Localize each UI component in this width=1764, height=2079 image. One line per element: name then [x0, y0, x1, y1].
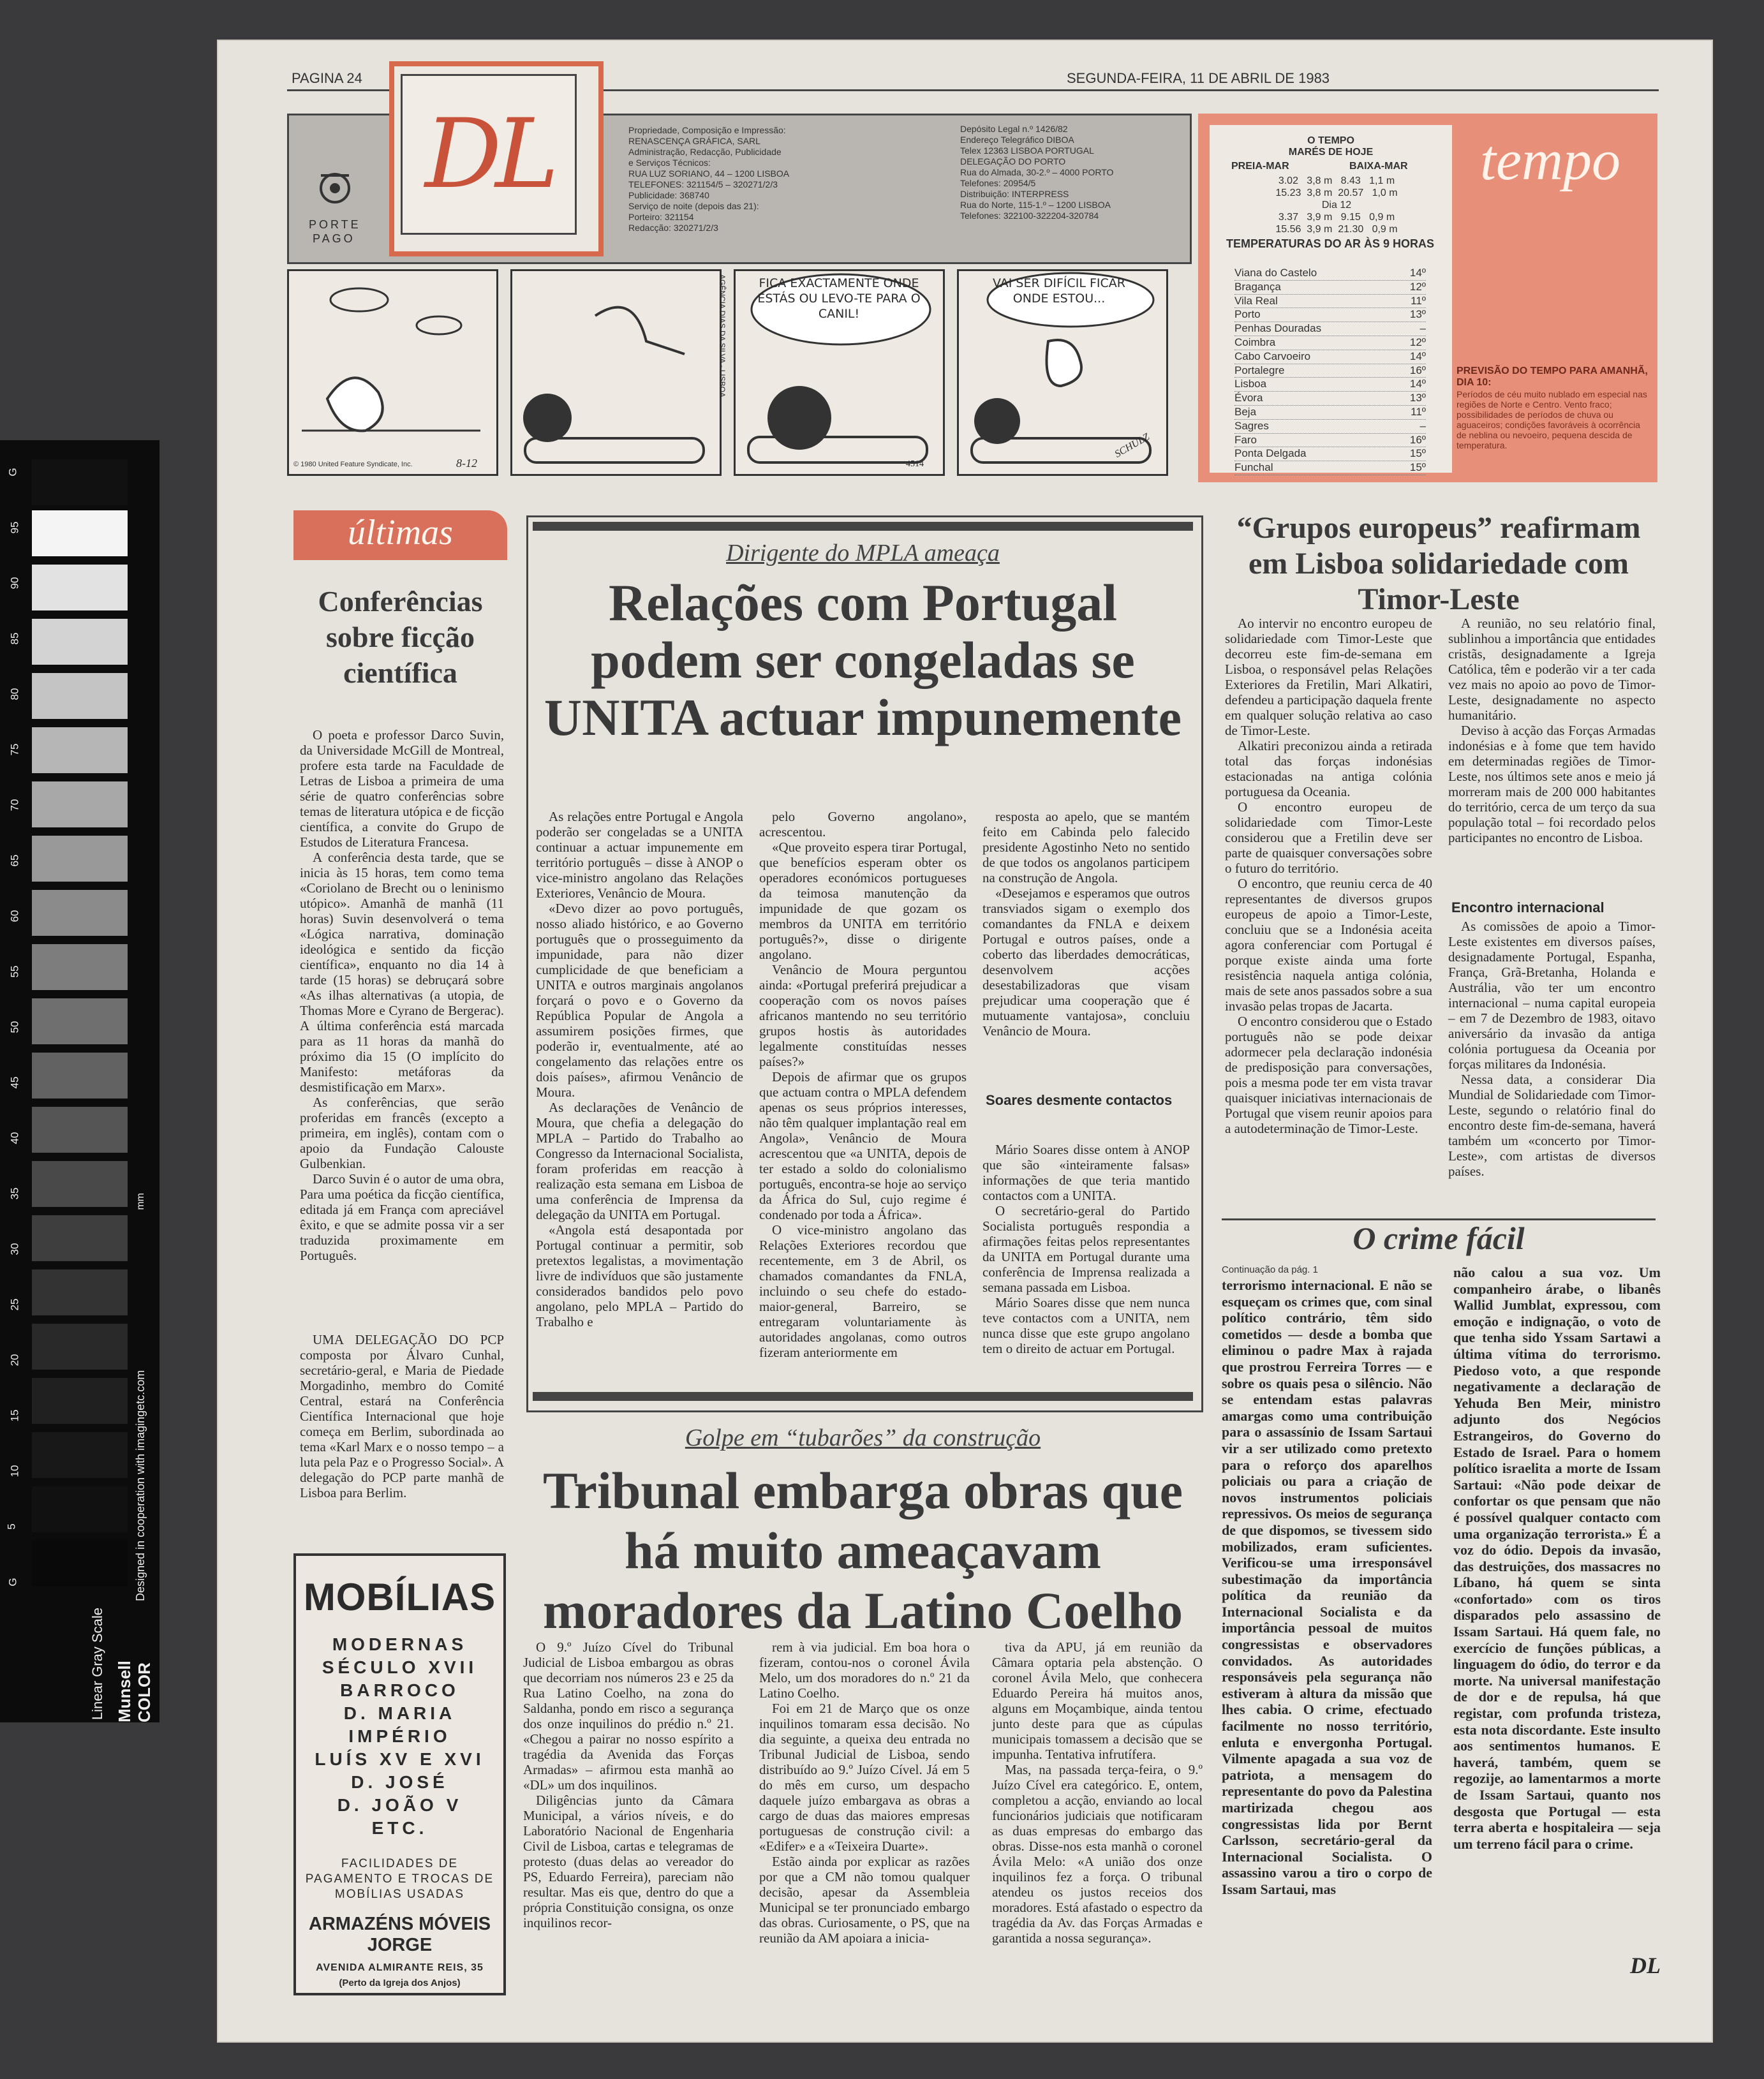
- ultimas-headline: Conferências sobre ficção científica: [318, 585, 483, 689]
- paragraph: pelo Governo angolano», acrescentou.: [759, 809, 967, 840]
- paragraph: O encontro considerou que o Estado português não se pode deixar adormecer pela declaração indonésia de predisposição para conversações, pois a mesma pode ter em vista travar quaisquer iniciativas internacionais de Portugal que visem reunir apoios para a autodeterminação de Timor-Leste.: [1225, 1014, 1433, 1136]
- city-temp-row: [1234, 364, 1426, 378]
- scale-label: 70: [8, 799, 21, 811]
- scale-unit: mm: [135, 1193, 146, 1210]
- city-temp-row: [1234, 447, 1426, 461]
- gray-scale-strip: [0, 440, 159, 1722]
- city-name: Évora: [1234, 392, 1263, 404]
- scale-patch: [32, 944, 128, 990]
- comic-agency: AGÊNCIA DIAS DA SILVA - LISBOA: [718, 274, 727, 397]
- paragraph: «Angola está desapontada por Portugal continuar a permitir, sob pretextos legalistas, a movimentação livre de indivíduos que são justamente considerados bandidos pelo povo angolano, pelo MPLA – Partido do Trabalho e: [536, 1222, 743, 1329]
- city-temp: 14º: [1409, 267, 1426, 279]
- city-name: Funchal: [1234, 461, 1273, 474]
- city-name: Coimbra: [1234, 336, 1276, 348]
- ad-facilities: FACILIDADES DE PAGAMENTO E TROCAS DE MOBÍLIAS USADAS: [305, 1857, 494, 1901]
- paragraph: O secretário-geral do Partido Socialista português respondia a afirmações feitas pelos representantes da UNITA em Portugal durante uma conferência de Imprensa realizada a semana passada em Lisboa.: [982, 1203, 1190, 1295]
- timor-column-2b: [1448, 919, 1656, 1179]
- city-temp-row: [1234, 267, 1426, 281]
- scale-patch: [32, 890, 128, 936]
- distribution-info-line: Depósito Legal n.º 1426/82: [960, 124, 1068, 134]
- publisher-info-line: RUA LUZ SORIANO, 44 – 1200 LISBOA: [628, 168, 790, 179]
- publisher-info-line: Serviço de noite (depois das 21):: [628, 201, 759, 211]
- baixa-label: BAIXA-MAR: [1349, 161, 1408, 172]
- paragraph: As relações entre Portugal e Angola poderão ser congeladas se a UNITA continuar a actuar impunemente em território português – disse à ANOP o vice-ministro angolano das Relações Exteriores, Venâncio de Moura.: [536, 809, 743, 901]
- city-name: Portalegre: [1234, 364, 1285, 376]
- paragraph: As comissões de apoio a Timor-Leste existentes em diversos países, designadamente Portugal, Espanha, França, Grã-Bretanha, Holanda e Austrália, vão ter um encontro internacional – numa capital europeia – em 7 de Dezembro de 1983, oitavo aniversário da invasão da antiga colónia portuguesa da Oceania por forças militares da Indonésia.: [1448, 919, 1656, 1072]
- scale-patch: [32, 781, 128, 827]
- city-temp: 15º: [1409, 447, 1426, 460]
- comic-date: 8-12: [456, 457, 477, 470]
- city-temp: 14º: [1409, 378, 1426, 390]
- scale-label: 5: [5, 1523, 18, 1530]
- cities-list: [1234, 267, 1426, 475]
- scale-label: 25: [8, 1298, 21, 1311]
- paragraph: O vice-ministro angolano das Relações Exteriores recordou que recentemente, em 3 de Abril, os chamados comandantes da FNLA, incluindo o seu chefe do estado-maior-general, Barreiro, se entregaram voluntariamente às autoridades angolanas, como outros fizeram anteriormente em: [759, 1222, 967, 1360]
- scale-patch: [32, 510, 128, 556]
- city-temp: 11º: [1411, 405, 1426, 418]
- paragraph: As declarações de Venâncio de Moura, que chefia a delegação do MPLA – Partido do Trabalho ao Congresso da Internacional Socialista, foram proferidas em reacção à realização esta semana em Lisboa de uma conferência de Imprensa da delegação da UNITA em Portugal.: [536, 1100, 743, 1222]
- crime-column-1: terrorismo internacional. E não se esqueçam os crimes que, com sinal político contrário, têm sido cometidos — desde a bomba que eliminou o padre Max à rajada que prostrou Ferreira Torres — e sobre os quais pesa o silêncio. Não se entendam estas palavras amargas como uma contribuição para o assassínio de Issam Sartaui vir a ser utilizado como pretexto para o reforço dos aparelhos policiais ou para a criação de novos instrumentos policiais repressivos. Os meios de segurança de que dispomos, se tivessem sido mobilizados, eram suficientes. Verificou-se uma irresponsável subestimação da importância política da reunião da Internacional Socialista e da importância pessoal de muitos congressistas e observadores convidados. As autoridades responsáveis pela segurança não estiveram à altura da missão que lhes cabia. O crime, efectuado facilmente no nosso território, enluta e envergonha Portugal. Vilmente apagada a sua voz de patriota, a mensagem do representante do povo da Palestina martirizada chegou aos congressistas lida por Bernt Carlsson, secretário-geral da Internacional Socialista. O assassino varou a tiro o corpo de Issam Sartaui, mas: [1222, 1277, 1432, 1897]
- scale-patch: [32, 1161, 128, 1207]
- ad-style-item: D. JOÃO V: [337, 1795, 463, 1815]
- city-temp-row: [1234, 392, 1426, 406]
- scale-patch: [32, 1107, 128, 1153]
- paragraph: Venâncio de Moura perguntou ainda: «Portugal preferirá prejudicar a cooperação com os novos países africanos mantendo no seu território grupos hostis às autoridades legalmente constituídas nesses países?»: [759, 962, 967, 1069]
- publisher-info: [628, 125, 928, 233]
- paragraph: Nessa data, a considerar Dia Mundial de Solidariedade com Timor-Leste, segundo o relatório final do encontro deste fim-de-semana, haverá também um «concerto por Timor-Leste», com artistas de diversos países.: [1448, 1072, 1656, 1179]
- city-temp: 11º: [1411, 294, 1426, 307]
- timor-column-1: [1225, 616, 1432, 1136]
- city-temp: 16º: [1409, 433, 1426, 446]
- distribution-info-line: Telefones: 20954/5: [960, 178, 1036, 188]
- publisher-info-line: Porteiro: 321154: [628, 212, 694, 222]
- scale-patch: [32, 1269, 128, 1315]
- city-temp: –: [1419, 322, 1426, 335]
- scale-label: 50: [8, 1021, 21, 1033]
- city-temp-row: [1234, 322, 1426, 336]
- distribution-info-line: Distribuição: INTERPRESS: [960, 189, 1069, 199]
- paragraph: Darco Suvin é o autor de uma obra, Para uma poética da ficção científica, editada já em França com apreciável êxito, e que se admite possa vir a ser traduzida proximamente em Português.: [300, 1171, 504, 1263]
- tribunal-column-3: [992, 1639, 1203, 1946]
- city-temp: 15º: [1409, 461, 1426, 474]
- speech-bubble-2: VAI SER DIFÍCIL FICAR ONDE ESTOU...: [993, 276, 1125, 306]
- scale-label: 45: [8, 1076, 21, 1089]
- paragraph: Mário Soares disse que nem nunca teve contactos com a UNITA, nem nunca disse que este grupo angolano tem o direito de actuar em Portugal.: [982, 1295, 1190, 1356]
- scale-name: Linear Gray Scale: [89, 1608, 105, 1720]
- snoopy-icon: [289, 271, 496, 474]
- tide-row: 3.37 3,9 m 9.15 0,9 m: [1278, 212, 1395, 223]
- city-temp-row: [1234, 281, 1426, 295]
- scale-patch: [32, 1541, 128, 1587]
- paragraph: Estão ainda por explicar as razões por que a CM não tomou qualquer decisão, apesar da Assembleia Municipal se ter pronunciado embargo das obras. Curiosamente, o PS, que na reunião da AM apoiara a inicia-: [759, 1854, 970, 1946]
- paragraph: Mário Soares disse ontem à ANOP que são «inteiramente falsas» informações de que teria mantido contactos com a UNITA.: [982, 1142, 1190, 1203]
- scale-patch: [32, 619, 128, 665]
- publisher-info-line: Propriedade, Composição e Impressão:: [628, 125, 786, 135]
- city-temp: –: [1419, 419, 1426, 432]
- city-name: Faro: [1234, 433, 1257, 446]
- city-temp-row: [1234, 406, 1426, 420]
- forecast-text: Períodos de céu muito nublado em especial nas regiões de Norte e Centro. Vento fraco; possibilidades de períodos de chuva ou aguaceiros; condições favoráveis à ocorrência de neblina ou nevoeiro, pequena descida de temperatura.: [1456, 389, 1647, 450]
- mpla-column-3b: [982, 1142, 1190, 1356]
- city-temp-row: [1234, 295, 1426, 309]
- city-temp-row: [1234, 350, 1426, 364]
- ad-style-item: LUÍS XV E XVI: [315, 1749, 485, 1769]
- ad-style-item: BARROCO: [340, 1680, 459, 1700]
- city-temp: 16º: [1409, 364, 1426, 376]
- emblem-icon: [313, 166, 357, 211]
- publisher-info-line: TELEFONES: 321154/5 – 320271/2/3: [628, 179, 778, 189]
- page-number: PAGINA 24: [292, 70, 362, 86]
- scale-label: 30: [8, 1243, 21, 1255]
- city-name: Lisboa: [1234, 378, 1267, 390]
- city-temp: 12º: [1409, 336, 1426, 348]
- scale-patch: [32, 1486, 128, 1532]
- scale-credit: Designed in cooperation with imagingetc.com: [134, 1370, 147, 1601]
- city-temp-row: [1234, 461, 1426, 475]
- crime-headline: O crime fácil: [1353, 1220, 1525, 1256]
- tide-row: 15.23 3,8 m 20.57 1,0 m: [1275, 188, 1398, 198]
- city-name: Viana do Castelo: [1234, 267, 1317, 279]
- scale-brand: Munsell COLOR: [115, 1661, 154, 1722]
- paragraph: O encontro europeu de solidariedade com Timor-Leste considerou que a Fretilin deve ser parte de quaisquer conversações sobre o futuro do território.: [1225, 799, 1432, 876]
- scale-label: G: [6, 468, 19, 477]
- scale-label: 40: [8, 1132, 21, 1144]
- mpla-top-bar: [533, 522, 1193, 531]
- city-name: Sagres: [1234, 419, 1269, 432]
- city-temp-row: [1234, 378, 1426, 392]
- paragraph: resposta ao apelo, que se mantém feito em Cabinda pelo falecido presidente Agostinho Neto no sentido de que todos os angolanos participem na construção de Angola.: [982, 809, 1190, 885]
- ad-style-list: [296, 1633, 503, 1840]
- scale-label: 35: [8, 1187, 21, 1200]
- distribution-info-line: Telefones: 322100-322204-320784: [960, 211, 1099, 221]
- scale-label: 10: [8, 1465, 21, 1477]
- furniture-ad: [293, 1553, 506, 1995]
- paragraph: Alkatiri preconizou ainda a retirada total das forças indonésias estacionadas na antiga colónia portuguesa da Oceania.: [1225, 738, 1432, 799]
- distribution-info-line: Telex 12363 LISBOA PORTUGAL: [960, 145, 1094, 156]
- scale-patch: [32, 998, 128, 1044]
- paragraph: «Devo dizer ao povo português, nosso aliado histórico, e ao Governo português que o prosseguimento da impunidade, para não dizer cumplicidade de que beneficiam a UNITA e outros marginais angolanos forçará o povo e o Governo da República Popular de Angola a assumirem posições firmes, que poderão ir, eventualmente, até ao congelamento das relações entre os dois países», afirmou Venâncio de Moura.: [536, 901, 743, 1100]
- ultimas-banner: últimas: [293, 510, 507, 560]
- scale-patch: [32, 1215, 128, 1261]
- paragraph: Diligências junto da Câmara Municipal, a vários níveis, e do Laboratório Nacional de Engenharia Civil de Lisboa, cartas e telegramas de protesto (duas delas ao vereador do PS, Eduardo Ferreira), pareciam não resultar. Mas eis que, dentro do que a própria Constituição consigna, os onze inquilinos recor-: [523, 1793, 734, 1930]
- scale-label: 95: [8, 521, 21, 534]
- distribution-info-line: DELEGAÇÃO DO PORTO: [960, 156, 1066, 166]
- tribunal-column-1: [523, 1639, 734, 1930]
- timor-headline: “Grupos europeus” reafirmam em Lisboa solidariedade com Timor-Leste: [1236, 511, 1641, 616]
- paragraph: Ao intervir no encontro europeu de solidariedade com Timor-Leste que decorreu este fim-de-semana em Lisboa, o responsável pelas Relações Exteriores da Fretilin, Mari Alkatiri, defendeu a participação daquela frente em qualquer solução relativa ao caso de Timor-Leste.: [1225, 616, 1432, 738]
- ad-address: AVENIDA ALMIRANTE REIS, 35: [316, 1962, 484, 1973]
- mpla-kicker: Dirigente do MPLA ameaça: [726, 540, 1000, 566]
- tide-row: 3.02 3,8 m 8.43 1,1 m: [1278, 175, 1395, 186]
- tides-list: [1234, 175, 1439, 235]
- scale-patch: [32, 1324, 128, 1370]
- distribution-info-line: Endereço Telegráfico DIBOA: [960, 135, 1074, 145]
- tide-row: 15.56 3,9 m 21.30 0,9 m: [1275, 224, 1398, 235]
- ad-style-item: SÉCULO XVII: [322, 1657, 478, 1677]
- scale-patch: [32, 1053, 128, 1099]
- scale-label: 85: [8, 632, 21, 645]
- timor-column-2: [1448, 616, 1656, 845]
- paragraph: «Que proveito espera tirar Portugal, que benefícios esperam obter os operadores económicos portugueses da teimosa manutenção da impunidade de que gozam os membros da UNITA em território português?», disse o dirigente angolano.: [759, 840, 967, 962]
- crime-column-2: não calou a sua voz. Um companheiro árabe, o libanês Wallid Jumblat, expressou, com emoção e indignação, o voto de que tenha sido Yssam Sartawi a última vítima do terrorismo. Piedoso voto, a que responde negativamente a declaração de Yehuda Ben Meir, ministro adjunto dos Negócios Estrangeiros, do Governo do Estado de Israel. Para o homem político israelita a morte de Issam Sartaui: «Não pode deixar de confortar os que pensam que não é possível qualquer contacto com uma organização terrorista.» É a voz do ódio. Depois da invasão, das destruições, dos massacres no Líbano, há quem se sinta «confortado» com os tiros disparados pelo assassino de Issam Sartaui. Há quem fale, no exercício de funções públicas, a linguagem do ódio, do terror e da morte. Na universal manifestação de dor e de repulsa, há que registar, com profunda tristeza, esta nota discordante. Este insulto aos sentimentos humanos. E haverá, também, quem se regozije, ao lamentarmos a morte de Issam Sartaui, quanto nos desgosta que Portugal — esta terra aberta e hospitaleira — seja um terreno fácil para o crime.: [1453, 1264, 1661, 1852]
- ad-style-item: D. MARIA: [343, 1703, 456, 1723]
- timor-subhead: Encontro internacional: [1451, 899, 1605, 915]
- city-name: Beja: [1234, 405, 1257, 418]
- paragraph: Mas, na passada terça-feira, o 9.º Juízo Cível era categórico. E, ontem, completou a acção, enviando ao local funcionários judiciais que notificaram as duas empresas do embargo das obras. Disse-nos esta manhã o coronel Ávila Melo: «A união dos onze inquilinos fez a força. O tribunal atendeu os justos receios dos moradores. Está afastado o espectro da tragédia da Av. das Forças Armadas e garantida a nossa segurança».: [992, 1762, 1203, 1946]
- tribunal-column-2: [759, 1639, 970, 1946]
- pago-label: PAGO: [313, 232, 355, 245]
- scale-label: G: [6, 1578, 19, 1587]
- tides-title: MARÉS DE HOJE: [1288, 147, 1374, 158]
- city-name: Vila Real: [1234, 294, 1278, 307]
- porte-label: PORTE: [309, 218, 361, 231]
- comic-code: 4514: [906, 459, 924, 469]
- city-temp-row: [1234, 420, 1426, 434]
- preia-label: PREIA-MAR: [1231, 161, 1289, 172]
- city-temp: 12º: [1409, 280, 1426, 293]
- paragraph: A conferência desta tarde, que se inicia às 15 horas, tem como tema «Coriolano de Brecht ou o leninismo utópico». Amanhã de manhã (11 horas) Suvin desenvolverá o tema «Lógica narrativa, dominação ideológica e sentido da ficção científica», enquanto no dia 14 à tarde (15 horas) se debruçará sobre «As ilhas alternativas (a utopia, de Thomas More e Cyrano de Bergerac). A última conferência está marcada para as 11 horas da manhã do próximo dia 15 (O implícito do Manifesto: metáforas da desmistificação em Marx».: [300, 850, 504, 1095]
- paragraph: As conferências, que serão proferidas em francês (excepto a primeira, em inglês), contam com o apoio da Fundação Calouste Gulbenkian.: [300, 1095, 504, 1171]
- speech-bubble-1: FICA EXACTAMENTE ONDE ESTÁS OU LEVO-TE PARA O CANIL!: [757, 276, 921, 321]
- city-name: Porto: [1234, 308, 1261, 321]
- city-temp-row: [1234, 336, 1426, 350]
- distribution-info-line: Rua do Norte, 115-1.º – 1200 LISBOA: [960, 200, 1111, 210]
- forecast-title: PREVISÃO DO TEMPO PARA AMANHÃ, DIA 10:: [1456, 366, 1648, 388]
- pcp-note: UMA DELEGAÇÃO DO PCP composta por Álvaro Cunhal, secretário-geral, e Maria de Piedade Morgadinho, membro do Comité Central, estará na Conferência Científica Internacional que hoje começa em Berlim, subordinada ao tema «Karl Marx e o nosso tempo – a luta pela Paz e o Progresso Social». A delegação do PCP parte manhã de Lisboa para Berlim.: [300, 1332, 504, 1500]
- ultimas-body: [300, 727, 504, 1263]
- scale-label: 55: [8, 965, 21, 978]
- publisher-info-line: Redacção: 320271/2/3: [628, 223, 718, 233]
- scale-labels: [5, 466, 28, 1588]
- mpla-bottom-bar: [533, 1392, 1193, 1401]
- scale-label: 15: [8, 1409, 21, 1422]
- scale-label: 80: [8, 688, 21, 700]
- weather-box-title: O TEMPO: [1307, 135, 1354, 146]
- paragraph: A reunião, no seu relatório final, sublinhou a importância que entidades cristãs, designadamente a Igreja Católica, têm e poderão vir a ter cada vez mais no apoio ao povo de Timor-Leste, designadamente no aspecto humanitário.: [1448, 616, 1656, 723]
- city-temp-row: [1234, 308, 1426, 322]
- paragraph: Depois de afirmar que os grupos que actuam contra o MPLA defendem apenas os seus próprios interesses, não têm qualquer implantação real em Angola», Venâncio de Moura acrescentou que «a UNITA, depois de ter estado a soldo do colonialismo português, encontra-se hoje ao serviço da África do Sul, cujo regime é condenado por toda a África».: [759, 1069, 967, 1222]
- tide-row: Dia 12: [1321, 200, 1352, 211]
- city-temp-row: [1234, 434, 1426, 448]
- mpla-subhead: Soares desmente contactos: [986, 1092, 1173, 1108]
- mpla-column-2: [759, 809, 967, 1360]
- scale-patch: [32, 565, 128, 610]
- publisher-info-line: Publicidade: 368740: [628, 190, 709, 200]
- tribunal-kicker: Golpe em “tubarões” da construção: [685, 1424, 1041, 1451]
- scale-patch: [32, 1378, 128, 1424]
- ad-style-item: D. JOSÉ: [351, 1772, 448, 1792]
- city-name: Bragança: [1234, 280, 1281, 293]
- paragraph: O poeta e professor Darco Suvin, da Universidade McGill de Montreal, profere esta tarde na Faculdade de Letras de Lisboa a primeira de uma série de quatro conferências sobre temas de literatura utópica e de ficção científica, a convite do Grupo de Estudos de Literatura Francesa.: [300, 727, 504, 850]
- mpla-column-1: [536, 809, 743, 1329]
- scale-patch: [32, 673, 128, 719]
- ad-style-item: MODERNAS: [332, 1634, 468, 1654]
- publisher-info-line: RENASCENÇA GRÁFICA, SARL: [628, 136, 760, 146]
- ad-title: MOBÍLIAS: [303, 1576, 496, 1618]
- scale-label: 75: [8, 743, 21, 756]
- paragraph: tiva da APU, já em reunião da Câmara optaria pela abstenção. O coronel Ávila Melo, que conhecera Eduardo Pereira há muitos anos, alguns em Moçambique, ainda tentou junto deste para que as cúpulas municipais tomassem a decisão que se impunha. Tentativa infrutífera.: [992, 1639, 1203, 1762]
- weather-title: tempo: [1480, 129, 1620, 192]
- tribunal-headline: Tribunal embarga obras que há muito ameaçavam moradores da Latino Coelho: [542, 1461, 1183, 1639]
- paragraph: Deviso à acção das Forças Armadas indonésias e à fome que tem havido em determinadas regiões de Timor-Leste, nos últimos sete anos e meio já morreram mais de 200 000 habitantes do território, cerca de um terço da sua população total – foi recordado pelos participantes no encontro de Lisboa.: [1448, 723, 1656, 845]
- paragraph: O encontro, que reuniu cerca de 40 representantes de diversos grupos europeus de apoio a Timor-Leste, concluiu que se a Indonésia aceita agora conferenciar com Portugal é porque existe ainda uma forte resistência naquela antiga colónia, mais de sete anos passados sobre a sua invasão pelas tropas de Jacarta.: [1225, 876, 1432, 1014]
- crime-signature: DL: [1630, 1953, 1661, 1978]
- ad-address-note: (Perto da Igreja dos Anjos): [339, 1978, 461, 1988]
- city-temp: 13º: [1409, 308, 1426, 321]
- publisher-info-line: e Serviços Técnicos:: [628, 158, 711, 168]
- crime-continuation: Continuação da pág. 1: [1222, 1264, 1318, 1275]
- scale-label: 65: [8, 854, 21, 867]
- scale-label: 60: [8, 910, 21, 922]
- city-name: Cabo Carvoeiro: [1234, 350, 1311, 362]
- scale-patch: [32, 1432, 128, 1478]
- paragraph: O 9.º Juízo Cível do Tribunal Judicial de Lisboa embargou as obras que decorriam nos números 23 e 25 da Rua Latino Coelho, na zona do Saldanha, pondo em risco a segurança dos onze inquilinos do prédio n.º 21. «Chegou a pairar no nosso espírito a tragédia da Avenida das Forças Armadas» – afirmou esta manhã ao «DL» um dos inquilinos.: [523, 1639, 734, 1793]
- city-name: Penhas Douradas: [1234, 322, 1322, 335]
- distribution-info: [960, 124, 1183, 221]
- paragraph: «Desejamos e esperamos que outros transviados sigam o exemplo dos comandantes da FNLA e deixem Portugal e outros países, onde a coberto das liberdades democráticas, desenvolvem acções desestabilizadoras que visam prejudicar uma cooperação que é mutuamente vantajosa», concluiu Venâncio de Moura.: [982, 885, 1190, 1039]
- mpla-column-3: [982, 809, 1190, 1039]
- mpla-headline: Relações com Portugal podem ser congeladas se UNITA actuar impunemente: [544, 573, 1182, 746]
- publisher-info-line: Administração, Redacção, Publicidade: [628, 147, 782, 157]
- scale-patch: [32, 836, 128, 882]
- city-name: Ponta Delgada: [1234, 447, 1307, 460]
- comic-panel-2: [510, 269, 722, 476]
- lucy-snoopy-icon: [512, 271, 720, 474]
- dl-logo: DL: [401, 74, 577, 235]
- scale-label: 90: [8, 577, 21, 589]
- city-temp: 14º: [1409, 350, 1426, 362]
- scale-patch: [32, 459, 128, 505]
- comic-panel-1: [287, 269, 498, 476]
- comic-copyright: © 1980 United Feature Syndicate, Inc.: [293, 461, 413, 468]
- distribution-info-line: Rua do Almada, 30-2.º – 4000 PORTO: [960, 167, 1114, 177]
- ad-store: ARMAZÉNS MÓVEIS JORGE: [308, 1914, 491, 1955]
- city-temp: 13º: [1409, 392, 1426, 404]
- ad-style-item: IMPÉRIO: [348, 1726, 451, 1746]
- scale-label: 20: [8, 1354, 21, 1366]
- comic-signature: SCHULZ: [1113, 431, 1152, 460]
- page-date: SEGUNDA-FEIRA, 11 DE ABRIL DE 1983: [1067, 70, 1330, 86]
- ad-style-item: ETC.: [371, 1818, 428, 1838]
- temps-title: TEMPERATURAS DO AR ÀS 9 HORAS: [1226, 237, 1435, 250]
- paragraph: rem à via judicial. Em boa hora o fizeram, contou-nos o coronel Ávila Melo, um dos moradores do n.º 21 da Latino Coelho.: [759, 1639, 970, 1701]
- paragraph: Foi em 21 de Março que os onze inquilinos tomaram essa decisão. No dia seguinte, a queixa deu entrada no Tribunal Judicial de Lisboa, sendo distribuído ao 9.º Juízo Cível. Já em 5 do mês em curso, um despacho daquele juízo embargava as obras a cargo de duas das maiores empresas portuguesas de construção civil: a «Edifer» e a «Teixeira Duarte».: [759, 1701, 970, 1854]
- scale-patch: [32, 727, 128, 773]
